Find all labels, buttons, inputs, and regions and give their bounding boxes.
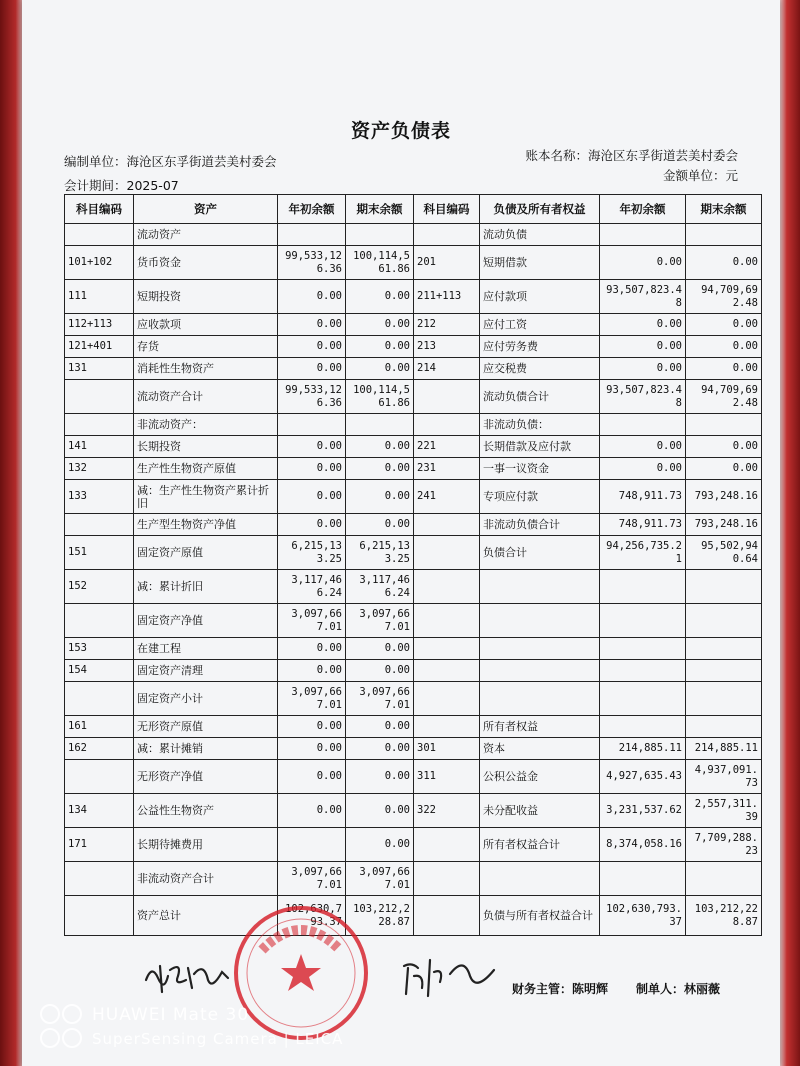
amount-cell: 3,097,667.01 [278, 682, 346, 716]
amount-cell: 99,533,126.36 [278, 246, 346, 280]
amount-cell: 8,374,058.16 [600, 828, 686, 862]
amount-cell: 0.00 [686, 436, 762, 458]
amount-cell: 0.00 [346, 514, 414, 536]
amount-cell: 0.00 [346, 458, 414, 480]
amount-cell: 93,507,823.48 [600, 380, 686, 414]
item-name-cell: 应付劳务费 [480, 336, 600, 358]
account-code-cell [414, 638, 480, 660]
item-name-cell: 减：累计摊销 [134, 738, 278, 760]
item-name-cell: 长期借款及应付款 [480, 436, 600, 458]
table-row [65, 828, 762, 862]
item-name-cell [480, 682, 600, 716]
account-code-cell: 111 [65, 280, 134, 314]
account-code-cell [414, 896, 480, 936]
item-name-cell: 所有者权益 [480, 716, 600, 738]
amount-cell: 0.00 [346, 480, 414, 514]
column-header: 期末余额 [346, 195, 414, 224]
amount-cell: 102,630,793.37 [600, 896, 686, 936]
account-code-cell: 132 [65, 458, 134, 480]
amount-cell [686, 862, 762, 896]
item-name-cell: 公积公益金 [480, 760, 600, 794]
account-code-cell [65, 414, 134, 436]
item-name-cell: 流动负债 [480, 224, 600, 246]
lens-ring-icon [40, 1004, 60, 1024]
item-name-cell: 应付款项 [480, 280, 600, 314]
amount-cell [278, 828, 346, 862]
amount-cell: 0.00 [278, 336, 346, 358]
amount-cell: 793,248.16 [686, 480, 762, 514]
table-row [65, 536, 762, 570]
amount-cell: 0.00 [346, 660, 414, 682]
account-code-cell: 201 [414, 246, 480, 280]
amount-cell [686, 224, 762, 246]
item-name-cell: 长期投资 [134, 436, 278, 458]
item-name-cell: 专项应付款 [480, 480, 600, 514]
lens-ring-icon [62, 1004, 82, 1024]
item-name-cell: 消耗性生物资产 [134, 358, 278, 380]
table-row [65, 436, 762, 458]
account-code-cell [65, 896, 134, 936]
amount-cell: 0.00 [278, 458, 346, 480]
amount-cell: 0.00 [346, 314, 414, 336]
amount-cell: 3,117,466.24 [346, 570, 414, 604]
account-code-cell [414, 604, 480, 638]
amount-cell: 3,097,667.01 [346, 862, 414, 896]
amount-cell: 0.00 [278, 358, 346, 380]
table-row [65, 336, 762, 358]
table-row [65, 862, 762, 896]
item-name-cell: 应付工资 [480, 314, 600, 336]
amount-cell: 95,502,940.64 [686, 536, 762, 570]
item-name-cell [480, 638, 600, 660]
column-header: 资产 [134, 195, 278, 224]
account-code-cell: 151 [65, 536, 134, 570]
table-row [65, 514, 762, 536]
account-code-cell [65, 224, 134, 246]
item-name-cell: 长期待摊费用 [134, 828, 278, 862]
lens-ring-icon [40, 1028, 60, 1048]
account-code-cell: 241 [414, 480, 480, 514]
amount-cell: 0.00 [600, 358, 686, 380]
account-code-cell: 131 [65, 358, 134, 380]
table-row [65, 380, 762, 414]
account-code-cell: 322 [414, 794, 480, 828]
amount-cell: 0.00 [346, 794, 414, 828]
handwritten-signature-accountant [142, 958, 238, 1002]
column-header: 科目编码 [414, 195, 480, 224]
account-code-cell: 153 [65, 638, 134, 660]
column-header: 负债及所有者权益 [480, 195, 600, 224]
amount-cell [600, 224, 686, 246]
account-code-cell: 101+102 [65, 246, 134, 280]
table-row [65, 682, 762, 716]
amount-cell: 6,215,133.25 [278, 536, 346, 570]
table-row [65, 896, 762, 936]
amount-cell: 3,097,667.01 [278, 604, 346, 638]
account-code-cell: 301 [414, 738, 480, 760]
amount-cell [686, 660, 762, 682]
amount-cell: 0.00 [278, 514, 346, 536]
amount-cell: 0.00 [278, 480, 346, 514]
item-name-cell: 公益性生物资产 [134, 794, 278, 828]
amount-cell: 3,097,667.01 [278, 862, 346, 896]
item-name-cell: 一事一议资金 [480, 458, 600, 480]
column-header: 年初余额 [600, 195, 686, 224]
amount-cell: 0.00 [278, 436, 346, 458]
preparer: 制单人：林丽薇 [636, 982, 721, 996]
amount-cell: 103,212,228.87 [346, 896, 414, 936]
account-code-cell [414, 828, 480, 862]
watermark-model-text: HUAWEI Mate 30 [92, 1005, 250, 1025]
amount-cell: 0.00 [600, 336, 686, 358]
amount-cell: 0.00 [278, 738, 346, 760]
amount-cell: 100,114,561.86 [346, 246, 414, 280]
amount-cell [600, 682, 686, 716]
amount-cell: 0.00 [346, 716, 414, 738]
amount-cell: 0.00 [278, 638, 346, 660]
amount-cell [600, 414, 686, 436]
table-row [65, 716, 762, 738]
amount-cell: 214,885.11 [686, 738, 762, 760]
column-header: 科目编码 [65, 195, 134, 224]
account-code-cell: 133 [65, 480, 134, 514]
item-name-cell: 非流动负债： [480, 414, 600, 436]
account-code-cell: 134 [65, 794, 134, 828]
amount-cell: 793,248.16 [686, 514, 762, 536]
account-code-cell: 212 [414, 314, 480, 336]
amount-cell [686, 682, 762, 716]
amount-cell [278, 414, 346, 436]
account-code-cell [414, 682, 480, 716]
item-name-cell [480, 862, 600, 896]
finance-supervisor: 财务主管：陈明辉 [512, 982, 609, 996]
item-name-cell: 短期借款 [480, 246, 600, 280]
amount-cell: 100,114,561.86 [346, 380, 414, 414]
amount-cell [686, 638, 762, 660]
balance-sheet-table [64, 194, 762, 936]
amount-cell: 0.00 [346, 760, 414, 794]
amount-cell: 0.00 [600, 436, 686, 458]
amount-cell [600, 862, 686, 896]
amount-cell: 3,097,667.01 [346, 682, 414, 716]
table-row [65, 480, 762, 514]
account-code-cell [414, 514, 480, 536]
amount-cell: 7,709,288.23 [686, 828, 762, 862]
amount-cell: 2,557,311.39 [686, 794, 762, 828]
table-row [65, 760, 762, 794]
accounting-period: 会计期间：2025-07 [64, 178, 179, 193]
account-code-cell: 161 [65, 716, 134, 738]
amount-cell [600, 604, 686, 638]
table-row [65, 638, 762, 660]
column-header: 期末余额 [686, 195, 762, 224]
currency-unit: 金额单位：元 [662, 168, 738, 183]
item-name-cell: 负债合计 [480, 536, 600, 570]
amount-cell: 0.00 [346, 638, 414, 660]
amount-cell: 0.00 [686, 246, 762, 280]
official-red-seal [234, 906, 368, 1040]
item-name-cell: 非流动资产合计 [134, 862, 278, 896]
handwritten-signature-reviewer [394, 954, 504, 1008]
amount-cell: 94,709,692.48 [686, 280, 762, 314]
account-code-cell: 112+113 [65, 314, 134, 336]
account-code-cell [414, 536, 480, 570]
camera-watermark-sensor [40, 1028, 343, 1048]
account-code-cell [414, 380, 480, 414]
item-name-cell: 负债与所有者权益合计 [480, 896, 600, 936]
amount-cell [600, 570, 686, 604]
amount-cell: 0.00 [686, 336, 762, 358]
amount-cell: 0.00 [686, 358, 762, 380]
table-row [65, 280, 762, 314]
amount-cell: 748,911.73 [600, 514, 686, 536]
amount-cell: 0.00 [346, 336, 414, 358]
table-row [65, 246, 762, 280]
account-code-cell [414, 660, 480, 682]
account-code-cell: 152 [65, 570, 134, 604]
amount-cell: 0.00 [600, 246, 686, 280]
amount-cell: 0.00 [346, 436, 414, 458]
amount-cell: 0.00 [600, 314, 686, 336]
document-title: 资产负债表 [350, 120, 451, 142]
item-name-cell: 资产总计 [134, 896, 278, 936]
item-name-cell [480, 604, 600, 638]
table-row [65, 224, 762, 246]
amount-cell [600, 660, 686, 682]
amount-cell [346, 414, 414, 436]
amount-cell: 0.00 [686, 314, 762, 336]
item-name-cell: 非流动资产： [134, 414, 278, 436]
account-code-cell [414, 716, 480, 738]
item-name-cell: 固定资产小计 [134, 682, 278, 716]
bulletin-board-right-edge [778, 0, 800, 1066]
account-code-cell [65, 682, 134, 716]
account-code-cell: 214 [414, 358, 480, 380]
account-code-cell [65, 604, 134, 638]
item-name-cell: 非流动负债合计 [480, 514, 600, 536]
account-code-cell [65, 862, 134, 896]
item-name-cell: 流动负债合计 [480, 380, 600, 414]
amount-cell: 102,630,793.37 [278, 896, 346, 936]
amount-cell [686, 604, 762, 638]
item-name-cell: 固定资产原值 [134, 536, 278, 570]
amount-cell: 0.00 [278, 660, 346, 682]
amount-cell: 0.00 [278, 794, 346, 828]
table-row [65, 458, 762, 480]
account-code-cell: 213 [414, 336, 480, 358]
table-row [65, 414, 762, 436]
amount-cell: 94,256,735.21 [600, 536, 686, 570]
table-row [65, 314, 762, 336]
account-code-cell: 171 [65, 828, 134, 862]
lens-ring-icon [62, 1028, 82, 1048]
item-name-cell: 应交税费 [480, 358, 600, 380]
amount-cell [600, 716, 686, 738]
amount-cell [346, 224, 414, 246]
amount-cell [686, 716, 762, 738]
table-row [65, 660, 762, 682]
amount-cell [686, 414, 762, 436]
table-row [65, 794, 762, 828]
amount-cell: 3,117,466.24 [278, 570, 346, 604]
item-name-cell [480, 660, 600, 682]
amount-cell: 0.00 [346, 828, 414, 862]
account-code-cell: 154 [65, 660, 134, 682]
account-code-cell: 162 [65, 738, 134, 760]
amount-cell: 0.00 [346, 738, 414, 760]
account-code-cell [414, 862, 480, 896]
compiling-unit: 编制单位：海沧区东孚街道芸美村委会 [64, 154, 277, 169]
account-code-cell [414, 570, 480, 604]
table-row [65, 570, 762, 604]
amount-cell: 0.00 [346, 280, 414, 314]
account-code-cell: 211+113 [414, 280, 480, 314]
item-name-cell: 在建工程 [134, 638, 278, 660]
camera-watermark-model [40, 1004, 249, 1025]
account-code-cell: 121+401 [65, 336, 134, 358]
item-name-cell: 货币资金 [134, 246, 278, 280]
table-row [65, 738, 762, 760]
amount-cell: 99,533,126.36 [278, 380, 346, 414]
table-row [65, 604, 762, 638]
account-code-cell [65, 380, 134, 414]
item-name-cell: 所有者权益合计 [480, 828, 600, 862]
account-code-cell [65, 514, 134, 536]
account-code-cell: 311 [414, 760, 480, 794]
amount-cell: 0.00 [278, 280, 346, 314]
account-code-cell: 141 [65, 436, 134, 458]
table-row [65, 358, 762, 380]
amount-cell: 103,212,228.87 [686, 896, 762, 936]
item-name-cell: 短期投资 [134, 280, 278, 314]
item-name-cell: 流动资产合计 [134, 380, 278, 414]
item-name-cell: 减：生产性生物资产累计折旧 [134, 480, 278, 514]
column-header: 年初余额 [278, 195, 346, 224]
table-body [65, 224, 762, 936]
item-name-cell: 生产性生物资产原值 [134, 458, 278, 480]
amount-cell: 94,709,692.48 [686, 380, 762, 414]
amount-cell [278, 224, 346, 246]
amount-cell: 4,927,635.43 [600, 760, 686, 794]
item-name-cell: 应收款项 [134, 314, 278, 336]
amount-cell: 0.00 [686, 458, 762, 480]
account-code-cell: 221 [414, 436, 480, 458]
amount-cell: 3,231,537.62 [600, 794, 686, 828]
table-header-row [65, 195, 762, 224]
item-name-cell: 无形资产净值 [134, 760, 278, 794]
item-name-cell: 存货 [134, 336, 278, 358]
amount-cell: 748,911.73 [600, 480, 686, 514]
account-code-cell [414, 414, 480, 436]
amount-cell: 4,937,091.73 [686, 760, 762, 794]
balance-sheet-paper [22, 0, 780, 1066]
item-name-cell: 资本 [480, 738, 600, 760]
item-name-cell: 无形资产原值 [134, 716, 278, 738]
amount-cell [686, 570, 762, 604]
amount-cell: 0.00 [600, 458, 686, 480]
account-code-cell: 231 [414, 458, 480, 480]
account-book-name: 账本名称：海沧区东孚街道芸美村委会 [525, 148, 738, 163]
amount-cell: 0.00 [346, 358, 414, 380]
item-name-cell: 未分配收益 [480, 794, 600, 828]
amount-cell: 6,215,133.25 [346, 536, 414, 570]
item-name-cell: 生产型生物资产净值 [134, 514, 278, 536]
amount-cell [600, 638, 686, 660]
amount-cell: 0.00 [278, 760, 346, 794]
item-name-cell: 固定资产清理 [134, 660, 278, 682]
item-name-cell [480, 570, 600, 604]
watermark-sensor-text: SuperSensing Camera | LEICA [92, 1030, 344, 1048]
amount-cell: 3,097,667.01 [346, 604, 414, 638]
account-code-cell [414, 224, 480, 246]
item-name-cell: 流动资产 [134, 224, 278, 246]
account-code-cell [65, 760, 134, 794]
item-name-cell: 减：累计折旧 [134, 570, 278, 604]
amount-cell: 214,885.11 [600, 738, 686, 760]
item-name-cell: 固定资产净值 [134, 604, 278, 638]
amount-cell: 0.00 [278, 314, 346, 336]
amount-cell: 0.00 [278, 716, 346, 738]
amount-cell: 93,507,823.48 [600, 280, 686, 314]
